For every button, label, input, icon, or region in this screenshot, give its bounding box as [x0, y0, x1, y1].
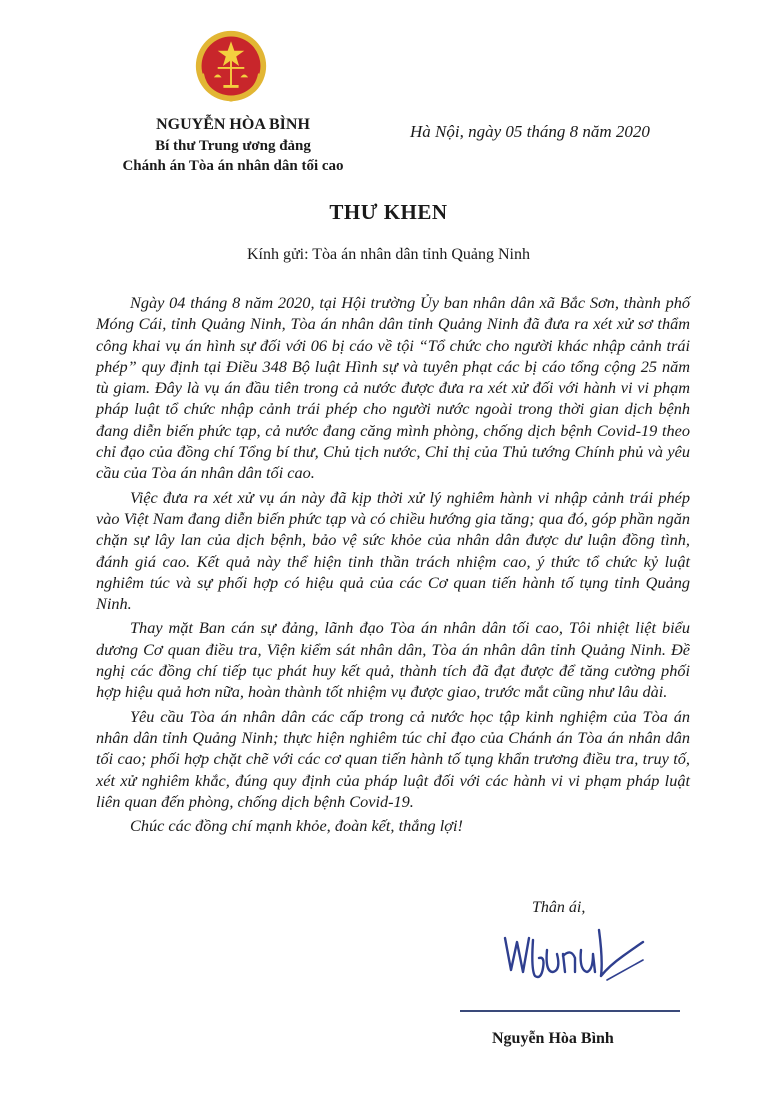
- closing-greeting: Thân ái,: [532, 899, 586, 916]
- document-title: THƯ KHEN: [329, 200, 448, 224]
- body-paragraph: Yêu cầu Tòa án nhân dân các cấp trong cả nước học tập kinh nghiệm của Tòa án nhân dân tỉnh Quảng Ninh; thực hiện nghiêm túc chỉ đạo của Chánh án Tòa án nhân dân tối cao; phối hợp chặt chẽ với các cơ quan tiến hành tố tụng khẩn trương điều tra, truy tố, xét xử nghiêm khắc, đúng quy định của pháp luật đối với các hành vi vi phạm pháp luật liên quan đến phòng, chống dịch bệnh Covid-19.: [96, 706, 690, 811]
- body-paragraph: Việc đưa ra xét xử vụ án này đã kịp thời xử lý nghiêm hành vi nhập cảnh trái phép vào Việt Nam đang diễn biến phức tạp và có chiều hướng gia tăng; qua đó, góp phần ngăn chặn sự lây lan của dịch bệnh, bảo vệ sức khỏe của nhân dân được dư luận đồng tình, đánh giá cao. Kết quả này thể hiện tinh thần trách nhiệm cao, ý thức tổ chức kỷ luật nghiêm túc và sự phối hợp có hiệu quả của các Cơ quan tiến hành tố tụng tỉnh Quảng Ninh.: [96, 487, 690, 614]
- signer-name: Nguyễn Hòa Bình: [492, 1030, 614, 1047]
- sender-role-party: Bí thư Trung ương đảng: [155, 138, 311, 154]
- body-paragraph: Chúc các đồng chí mạnh khỏe, đoàn kết, thắng lợi!: [130, 816, 463, 836]
- signature-line: [460, 1010, 680, 1012]
- body-paragraph: Ngày 04 tháng 8 năm 2020, tại Hội trường Ủy ban nhân dân xã Bắc Sơn, thành phố Móng Cái, tỉnh Quảng Ninh, Tòa án nhân dân tỉnh Quảng Ninh đã đưa ra xét xử sơ thẩm công khai vụ án hình sự đối với 06 bị cáo về tội “Tổ chức cho người khác nhập cảnh trái phép” quy định tại Điều 348 Bộ luật Hình sự và tuyên phạt các bị cáo tổng cộng 25 năm tù giam. Đây là vụ án đầu tiên trong cả nước được đưa ra xét xử đối với hành vi vi phạm pháp luật tổ chức nhập cảnh trái phép cho người nước ngoài trong thời gian dịch bệnh đang diễn biến phức tạp, cả nước đang căng mình phòng, chống dịch bệnh Covid-19 theo chỉ đạo của đồng chí Tổng bí thư, Chủ tịch nước, Chỉ thị của Thủ tướng Chính phủ và yêu cầu của Tòa án nhân dân tối cao.: [96, 293, 690, 483]
- body-paragraph: Thay mặt Ban cán sự đảng, lãnh đạo Tòa án nhân dân tối cao, Tôi nhiệt liệt biểu dương Cơ quan điều tra, Viện kiểm sát nhân dân, Tòa án nhân dân tỉnh Quảng Ninh. Đề nghị các đồng chí tiếp tục phát huy kết quả, thành tích đã đạt được để tăng cường phối hợp hiệu quả hơn nữa, hoàn thành tốt nhiệm vụ được giao, trước mắt cũng như lâu dài.: [96, 618, 690, 702]
- place-date: Hà Nội, ngày 05 tháng 8 năm 2020: [410, 122, 650, 141]
- recipient-line: Kính gửi: Tòa án nhân dân tỉnh Quảng Ninh: [247, 246, 530, 263]
- letter-body: [96, 292, 690, 836]
- sender-block: [88, 114, 378, 176]
- court-emblem-icon: [193, 28, 269, 104]
- sender-role-court: Chánh án Tòa án nhân dân tối cao: [122, 158, 344, 174]
- sender-name: NGUYỄN HÒA BÌNH: [156, 116, 310, 133]
- handwritten-signature: [497, 920, 647, 998]
